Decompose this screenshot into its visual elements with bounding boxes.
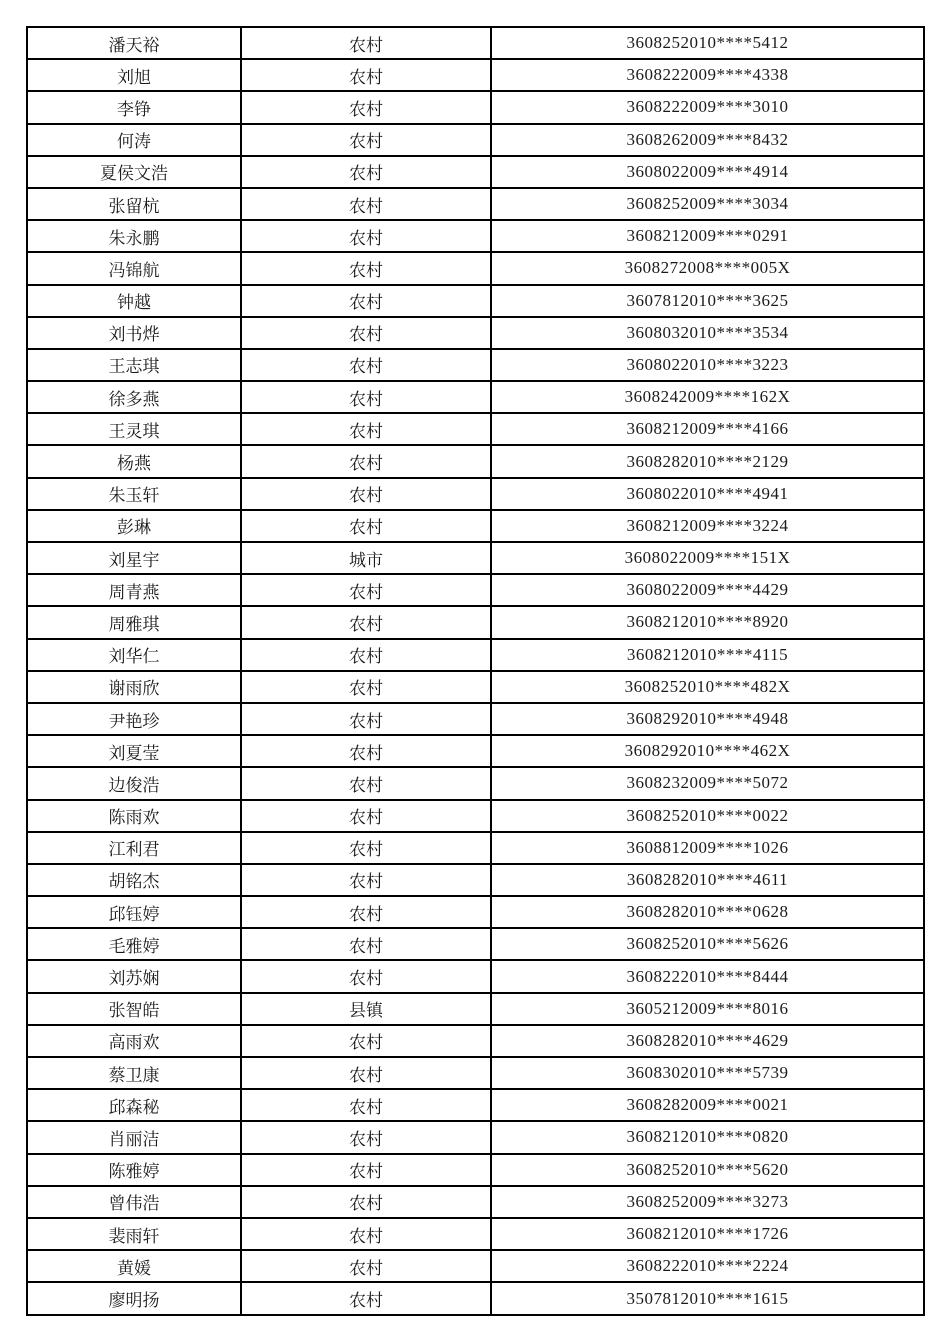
student-name-cell: 冯锦航	[27, 252, 241, 284]
table-row	[27, 606, 924, 638]
id-number-cell: 3608222009****4338	[491, 59, 924, 91]
id-number-cell: 3608272008****005X	[491, 252, 924, 284]
table-row	[27, 574, 924, 606]
residence-type-cell: 农村	[241, 510, 491, 542]
table-row	[27, 639, 924, 671]
residence-type-cell: 农村	[241, 445, 491, 477]
table-row	[27, 188, 924, 220]
table-row	[27, 1282, 924, 1315]
student-name-cell: 何涛	[27, 124, 241, 156]
residence-type-cell: 农村	[241, 671, 491, 703]
table-row	[27, 124, 924, 156]
residence-type-cell: 农村	[241, 960, 491, 992]
residence-type-cell: 农村	[241, 1121, 491, 1153]
student-name-cell: 邱森秘	[27, 1089, 241, 1121]
id-number-cell: 3608212010****1726	[491, 1218, 924, 1250]
residence-type-cell: 农村	[241, 188, 491, 220]
residence-type-cell: 农村	[241, 1057, 491, 1089]
residence-type-cell: 农村	[241, 349, 491, 381]
residence-type-cell: 农村	[241, 252, 491, 284]
student-name-cell: 黄媛	[27, 1250, 241, 1282]
student-name-cell: 陈雅婷	[27, 1154, 241, 1186]
residence-type-cell: 农村	[241, 285, 491, 317]
id-number-cell: 3608292010****4948	[491, 703, 924, 735]
table-row	[27, 252, 924, 284]
residence-type-cell: 农村	[241, 1025, 491, 1057]
residence-type-cell: 农村	[241, 156, 491, 188]
student-name-cell: 刘夏莹	[27, 735, 241, 767]
residence-type-cell: 农村	[241, 1250, 491, 1282]
table-row	[27, 993, 924, 1025]
id-number-cell: 3608242009****162X	[491, 381, 924, 413]
table-row	[27, 832, 924, 864]
student-name-cell: 刘书烨	[27, 317, 241, 349]
student-name-cell: 潘天裕	[27, 27, 241, 59]
roster-table-body	[27, 27, 924, 1315]
student-name-cell: 边俊浩	[27, 767, 241, 799]
student-name-cell: 李铮	[27, 91, 241, 123]
residence-type-cell: 农村	[241, 1282, 491, 1315]
residence-type-cell: 农村	[241, 478, 491, 510]
id-number-cell: 3608022010****3223	[491, 349, 924, 381]
id-number-cell: 3608022009****4914	[491, 156, 924, 188]
id-number-cell: 3608262009****8432	[491, 124, 924, 156]
student-name-cell: 朱永鹏	[27, 220, 241, 252]
id-number-cell: 3608222010****2224	[491, 1250, 924, 1282]
table-row	[27, 220, 924, 252]
table-row	[27, 800, 924, 832]
table-row	[27, 27, 924, 59]
table-row	[27, 928, 924, 960]
residence-type-cell: 农村	[241, 574, 491, 606]
residence-type-cell: 农村	[241, 767, 491, 799]
student-name-cell: 刘星宇	[27, 542, 241, 574]
table-row	[27, 1218, 924, 1250]
student-name-cell: 徐多燕	[27, 381, 241, 413]
student-name-cell: 王志琪	[27, 349, 241, 381]
id-number-cell: 3608282010****0628	[491, 896, 924, 928]
residence-type-cell: 城市	[241, 542, 491, 574]
residence-type-cell: 农村	[241, 59, 491, 91]
id-number-cell: 3608222009****3010	[491, 91, 924, 123]
residence-type-cell: 农村	[241, 639, 491, 671]
student-name-cell: 张智皓	[27, 993, 241, 1025]
id-number-cell: 3608252010****5626	[491, 928, 924, 960]
student-name-cell: 廖明扬	[27, 1282, 241, 1315]
table-row	[27, 1025, 924, 1057]
residence-type-cell: 农村	[241, 928, 491, 960]
student-name-cell: 裴雨轩	[27, 1218, 241, 1250]
student-name-cell: 尹艳珍	[27, 703, 241, 735]
id-number-cell: 3608212010****0820	[491, 1121, 924, 1153]
id-number-cell: 3608212009****3224	[491, 510, 924, 542]
table-row	[27, 960, 924, 992]
id-number-cell: 3608222010****8444	[491, 960, 924, 992]
student-name-cell: 胡铭杰	[27, 864, 241, 896]
table-row	[27, 735, 924, 767]
residence-type-cell: 农村	[241, 832, 491, 864]
student-name-cell: 夏侯文浩	[27, 156, 241, 188]
id-number-cell: 3608292010****462X	[491, 735, 924, 767]
student-name-cell: 刘苏娴	[27, 960, 241, 992]
table-row	[27, 1089, 924, 1121]
table-row	[27, 349, 924, 381]
id-number-cell: 3608022009****4429	[491, 574, 924, 606]
student-name-cell: 彭琳	[27, 510, 241, 542]
table-row	[27, 1250, 924, 1282]
id-number-cell: 3507812010****1615	[491, 1282, 924, 1315]
id-number-cell: 3608252010****5412	[491, 27, 924, 59]
residence-type-cell: 农村	[241, 317, 491, 349]
student-name-cell: 蔡卫康	[27, 1057, 241, 1089]
table-row	[27, 317, 924, 349]
table-row	[27, 671, 924, 703]
residence-type-cell: 农村	[241, 735, 491, 767]
table-row	[27, 285, 924, 317]
id-number-cell: 3608282009****0021	[491, 1089, 924, 1121]
residence-type-cell: 农村	[241, 381, 491, 413]
table-row	[27, 1186, 924, 1218]
student-name-cell: 刘华仁	[27, 639, 241, 671]
student-name-cell: 谢雨欣	[27, 671, 241, 703]
student-name-cell: 邱钰婷	[27, 896, 241, 928]
id-number-cell: 3608032010****3534	[491, 317, 924, 349]
table-row	[27, 864, 924, 896]
id-number-cell: 3608282010****4611	[491, 864, 924, 896]
student-name-cell: 曾伟浩	[27, 1186, 241, 1218]
id-number-cell: 3608282010****2129	[491, 445, 924, 477]
table-row	[27, 381, 924, 413]
table-row	[27, 767, 924, 799]
student-name-cell: 王灵琪	[27, 413, 241, 445]
residence-type-cell: 农村	[241, 27, 491, 59]
residence-type-cell: 农村	[241, 606, 491, 638]
residence-type-cell: 农村	[241, 413, 491, 445]
residence-type-cell: 农村	[241, 124, 491, 156]
table-row	[27, 1154, 924, 1186]
id-number-cell: 3608252010****0022	[491, 800, 924, 832]
id-number-cell: 3608252009****3273	[491, 1186, 924, 1218]
student-name-cell: 江利君	[27, 832, 241, 864]
residence-type-cell: 农村	[241, 1218, 491, 1250]
id-number-cell: 3608212010****4115	[491, 639, 924, 671]
table-row	[27, 542, 924, 574]
table-row	[27, 896, 924, 928]
student-name-cell: 周青燕	[27, 574, 241, 606]
student-name-cell: 张留杭	[27, 188, 241, 220]
id-number-cell: 3608812009****1026	[491, 832, 924, 864]
id-number-cell: 3608022009****151X	[491, 542, 924, 574]
table-row	[27, 478, 924, 510]
student-name-cell: 杨燕	[27, 445, 241, 477]
table-row	[27, 413, 924, 445]
table-row	[27, 156, 924, 188]
student-name-cell: 朱玉轩	[27, 478, 241, 510]
id-number-cell: 3608252010****482X	[491, 671, 924, 703]
table-row	[27, 510, 924, 542]
table-row	[27, 1121, 924, 1153]
residence-type-cell: 农村	[241, 703, 491, 735]
residence-type-cell: 农村	[241, 800, 491, 832]
residence-type-cell: 农村	[241, 220, 491, 252]
table-row	[27, 91, 924, 123]
id-number-cell: 3608232009****5072	[491, 767, 924, 799]
id-number-cell: 3607812010****3625	[491, 285, 924, 317]
student-name-cell: 钟越	[27, 285, 241, 317]
residence-type-cell: 县镇	[241, 993, 491, 1025]
table-row	[27, 703, 924, 735]
table-row	[27, 59, 924, 91]
roster-table	[26, 26, 925, 1316]
residence-type-cell: 农村	[241, 91, 491, 123]
id-number-cell: 3605212009****8016	[491, 993, 924, 1025]
id-number-cell: 3608252010****5620	[491, 1154, 924, 1186]
student-name-cell: 毛雅婷	[27, 928, 241, 960]
id-number-cell: 3608302010****5739	[491, 1057, 924, 1089]
residence-type-cell: 农村	[241, 1186, 491, 1218]
id-number-cell: 3608212009****4166	[491, 413, 924, 445]
student-name-cell: 陈雨欢	[27, 800, 241, 832]
residence-type-cell: 农村	[241, 896, 491, 928]
student-name-cell: 刘旭	[27, 59, 241, 91]
student-name-cell: 肖丽洁	[27, 1121, 241, 1153]
table-row	[27, 445, 924, 477]
residence-type-cell: 农村	[241, 864, 491, 896]
table-row	[27, 1057, 924, 1089]
id-number-cell: 3608022010****4941	[491, 478, 924, 510]
student-name-cell: 周雅琪	[27, 606, 241, 638]
residence-type-cell: 农村	[241, 1154, 491, 1186]
id-number-cell: 3608252009****3034	[491, 188, 924, 220]
id-number-cell: 3608212010****8920	[491, 606, 924, 638]
id-number-cell: 3608212009****0291	[491, 220, 924, 252]
residence-type-cell: 农村	[241, 1089, 491, 1121]
id-number-cell: 3608282010****4629	[491, 1025, 924, 1057]
student-name-cell: 高雨欢	[27, 1025, 241, 1057]
